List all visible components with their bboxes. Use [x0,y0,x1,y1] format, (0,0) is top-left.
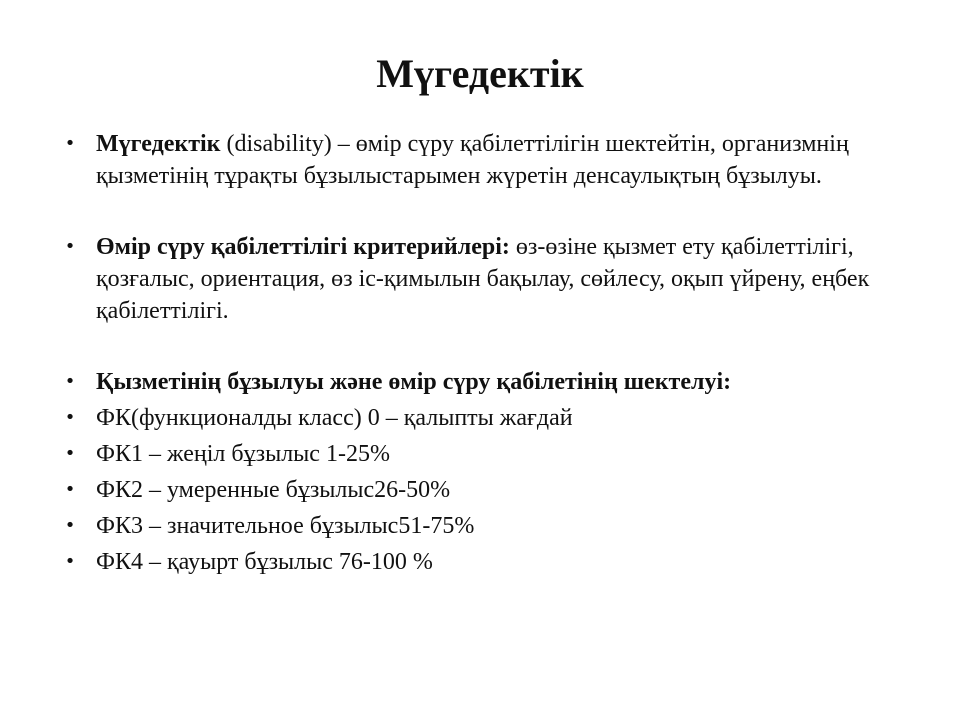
bullet-item-definition [60,128,920,192]
bullet-bold-text: Өмір сүру қабілеттілігі критерийлері: [96,234,510,260]
bullet-bold-text: Қызметінің бұзылуы және өмір сүру қабілетінің шектелуі: [96,369,732,395]
bullet-text: ФК4 – қауырт бұзылыс 76-100 % [96,549,433,575]
bullet-dot-icon: • [64,515,76,536]
bullet-text: ФК(функционалды класс) 0 – қалыпты жағдай [96,405,573,431]
bullet-dot-icon: • [64,236,76,257]
bullet-list [60,128,920,578]
bullet-text: (disability) – өмір сүру қабілеттілігін шектейтін, организмнің қызметінің тұрақты бұзылыстарымен жүретін денсаулықтың бұзылуы. [96,131,849,189]
bullet-text: ФК3 – значительное бұзылыс51-75% [96,513,475,539]
bullet-dot-icon: • [64,443,76,464]
bullet-text: өз-өзіне қызмет ету қабілеттілігі, қозғалыс, ориентация, өз іс-қимылын бақылау, сөйлесу, оқып үйрену, еңбек қабілеттілігі. [96,234,870,324]
bullet-dot-icon: • [64,407,76,428]
bullet-dot-icon: • [64,371,76,392]
bullet-bold-text: Мүгедектік [96,131,221,157]
bullet-item-fc2 [60,474,920,506]
bullet-item-fc4 [60,546,920,578]
bullet-dot-icon: • [64,551,76,572]
bullet-item-fc1 [60,438,920,470]
bullet-item-classification-heading [60,366,920,398]
bullet-text: ФК2 – умеренные бұзылыс26-50% [96,477,451,503]
bullet-item-fc0 [60,402,920,434]
bullet-item-criteria [60,231,920,327]
slide-title: Мүгедектік [376,51,584,96]
bullet-dot-icon: • [64,133,76,154]
bullet-text: ФК1 – жеңіл бұзылыс 1-25% [96,441,390,467]
bullet-item-fc3 [60,510,920,542]
bullet-dot-icon: • [64,479,76,500]
